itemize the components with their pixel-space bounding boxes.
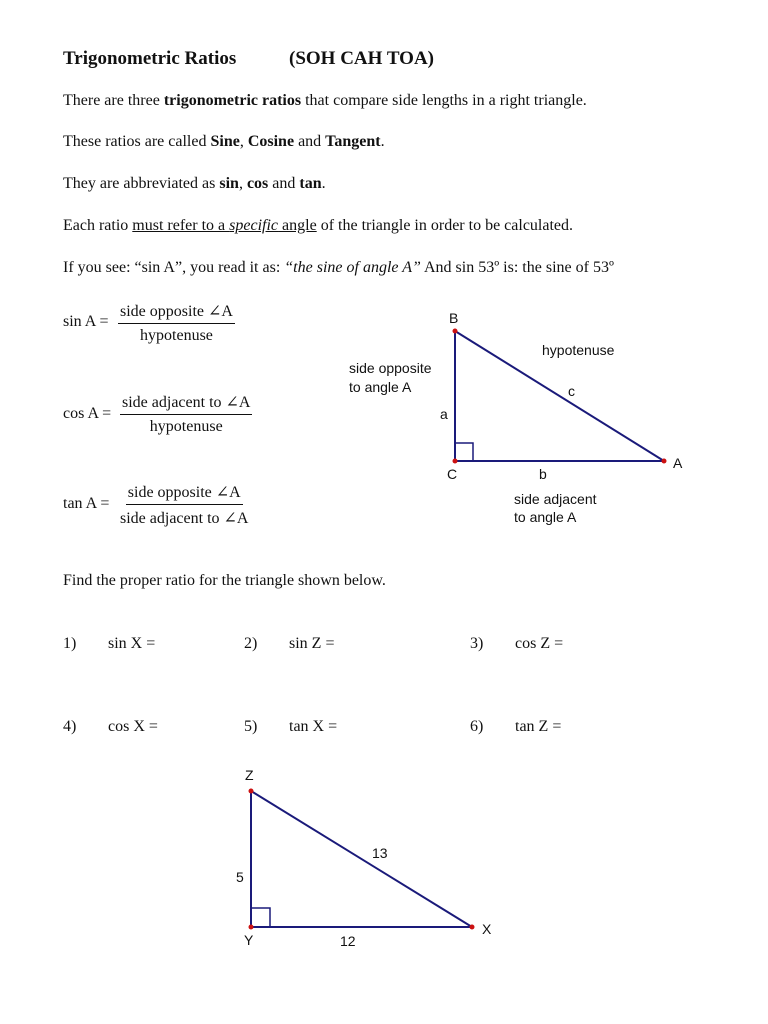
text: If you see: “sin A”, you read it as: [63, 259, 285, 276]
text: , [239, 133, 248, 150]
question-1-number: 1) [63, 635, 77, 652]
question-5-number: 5) [244, 718, 258, 735]
tan-denominator: side adjacent to ∠A [120, 510, 249, 527]
question-4-number: 4) [63, 718, 77, 735]
text-bold: tan [299, 175, 322, 192]
text-italic: “the sine of angle A” [284, 259, 421, 276]
label-vertex-c: C [447, 466, 458, 482]
text-bold: Cosine [247, 133, 295, 150]
text-bold: cos [246, 175, 269, 192]
instruction-text: Find the proper ratio for the triangle shown below. [63, 572, 386, 589]
text: of the triangle in order to be calculated. [316, 217, 574, 234]
label-adjacent-line2: to angle A [514, 509, 577, 525]
question-3-number: 3) [470, 635, 484, 652]
label-side-b: b [539, 466, 547, 482]
cos-numerator: side adjacent to ∠A [120, 392, 252, 415]
title-subtitle: (SOH CAH TOA) [289, 48, 434, 69]
tan-formula-label: tan A = [63, 495, 110, 512]
label-vertex-b: B [449, 310, 459, 326]
cos-formula-label: cos A = [63, 405, 112, 422]
vertex-x-point [470, 925, 475, 930]
vertex-a-point [662, 459, 667, 464]
text: Each ratio [63, 217, 133, 234]
question-2-expression: sin Z = [289, 635, 335, 652]
text: angle [278, 217, 317, 234]
label-vertex-x: X [482, 921, 492, 937]
text-bold: sin [219, 175, 239, 192]
tan-numerator: side opposite ∠A [126, 482, 243, 505]
triangle-xyz-diagram [0, 750, 768, 1024]
text-bold: Tangent [325, 133, 381, 150]
text: and [268, 175, 300, 192]
vertex-b-point [453, 329, 458, 334]
label-side-c: c [568, 383, 575, 399]
text: , [238, 175, 247, 192]
label-vertex-y: Y [244, 932, 254, 948]
sin-denominator: hypotenuse [140, 327, 213, 344]
label-side-a: a [440, 406, 448, 422]
text: and [294, 133, 326, 150]
label-side-zy: 5 [236, 869, 244, 885]
vertex-z-point [249, 789, 254, 794]
question-5-expression: tan X = [289, 718, 338, 735]
text: And sin 53º is: the sine of 53º [420, 259, 614, 276]
label-vertex-a: A [673, 455, 683, 471]
cos-denominator: hypotenuse [149, 418, 223, 435]
right-angle-marker [455, 443, 473, 461]
text-bold: Sine [210, 133, 240, 150]
question-6-number: 6) [470, 718, 484, 735]
vertex-y-point [249, 925, 254, 930]
label-adjacent-line1: side adjacent [514, 491, 597, 507]
text: They are abbreviated as [63, 175, 220, 192]
title-main: Trigonometric Ratios [63, 48, 237, 69]
text: . [380, 133, 385, 150]
label-opposite-line2: to angle A [349, 379, 412, 395]
label-opposite-line1: side opposite [349, 360, 432, 376]
side-zx-line [251, 791, 472, 927]
sin-numerator: side opposite ∠A [118, 301, 235, 324]
text: must refer to a [132, 217, 230, 234]
text: These ratios are called [63, 133, 211, 150]
question-6-expression: tan Z = [515, 718, 562, 735]
label-side-yx: 12 [340, 933, 356, 949]
right-angle-marker [251, 908, 270, 927]
sin-formula-label: sin A = [63, 313, 109, 330]
text: that compare side lengths in a right triangle. [301, 92, 587, 109]
label-side-zx: 13 [372, 845, 388, 861]
text: . [321, 175, 326, 192]
text-italic: specific [229, 217, 279, 234]
question-3-expression: cos Z = [515, 635, 564, 652]
text: There are three [63, 92, 164, 109]
label-vertex-z: Z [245, 767, 254, 783]
label-hypotenuse: hypotenuse [542, 342, 615, 358]
question-1-expression: sin X = [108, 635, 156, 652]
question-2-number: 2) [244, 635, 258, 652]
vertex-c-point [453, 459, 458, 464]
text-bold: trigonometric ratios [163, 92, 302, 109]
question-4-expression: cos X = [108, 718, 158, 735]
